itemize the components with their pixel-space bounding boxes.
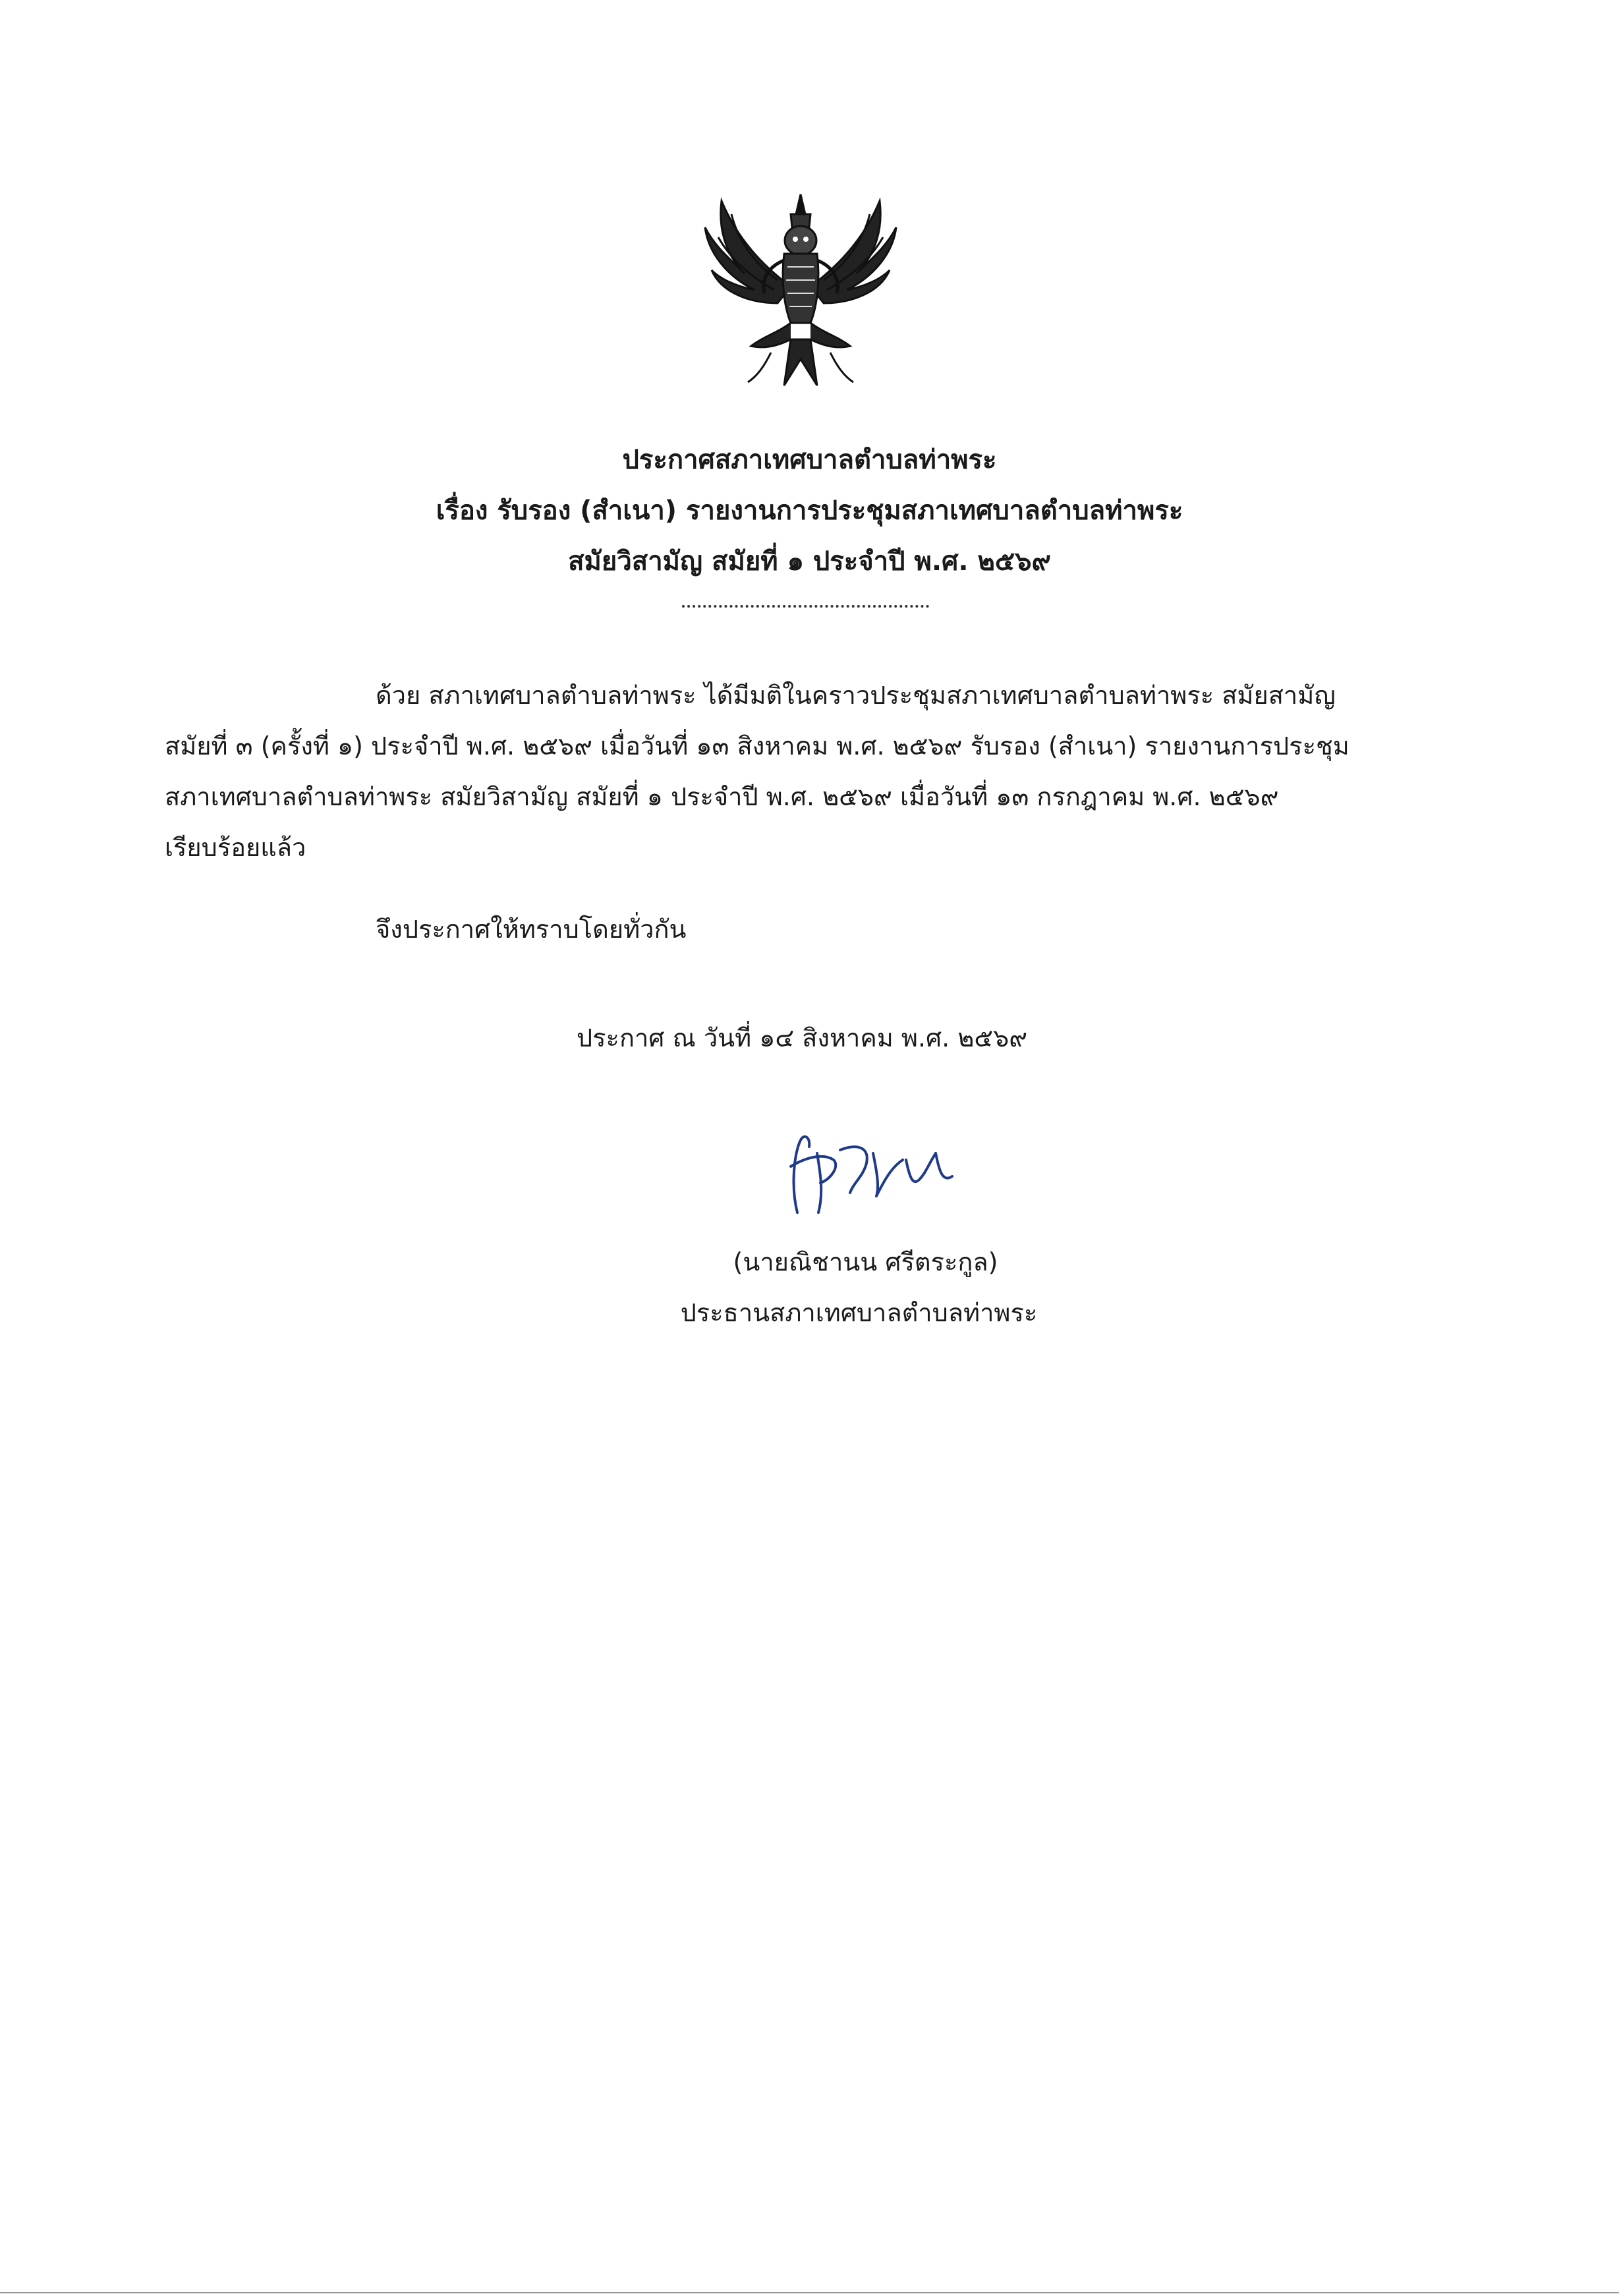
signatory-position: ประธานสภาเทศบาลตำบลท่าพระ [680, 1298, 1038, 1327]
announcement-subject: เรื่อง รับรอง (สำเนา) รายงานการประชุมสภาเทศบาลตำบลท่าพระ [436, 496, 1183, 526]
handwritten-signature [778, 1114, 962, 1226]
announcement-title: ประกาศสภาเทศบาลตำบลท่าพระ [622, 445, 997, 475]
garuda-emblem-icon [692, 188, 909, 392]
announcement-session: สมัยวิสามัญ สมัยที่ ๑ ประจำปี พ.ศ. ๒๕๖๙ [568, 546, 1051, 577]
heading-divider [682, 605, 929, 608]
signatory-name: (นายณิชานน ศรีตระกูล) [733, 1248, 998, 1277]
body-line-2: สมัยที่ ๓ (ครั้งที่ ๑) ประจำปี พ.ศ. ๒๕๖๙ เมื่อวันที่ ๑๓ สิงหาคม พ.ศ. ๒๕๖๙ รับรอง (สำเนา) รายงานการประชุม [165, 732, 1349, 761]
announcement-date: ประกาศ ณ วันที่ ๑๔ สิงหาคม พ.ศ. ๒๕๖๙ [577, 1023, 1028, 1052]
body-line-1: ด้วย สภาเทศบาลตำบลท่าพระ ได้มีมติในคราวประชุมสภาเทศบาลตำบลท่าพระ สมัยสามัญ [376, 681, 1336, 710]
body-line-3: สภาเทศบาลตำบลท่าพระ สมัยวิสามัญ สมัยที่ ๑ ประจำปี พ.ศ. ๒๕๖๙ เมื่อวันที่ ๑๓ กรกฎาคม พ.ศ. ๒๕๖๙ [165, 782, 1279, 811]
announce-statement: จึงประกาศให้ทราบโดยทั่วกัน [376, 915, 687, 944]
page-bottom-edge [0, 2292, 1619, 2293]
body-line-4: เรียบร้อยแล้ว [165, 833, 306, 862]
